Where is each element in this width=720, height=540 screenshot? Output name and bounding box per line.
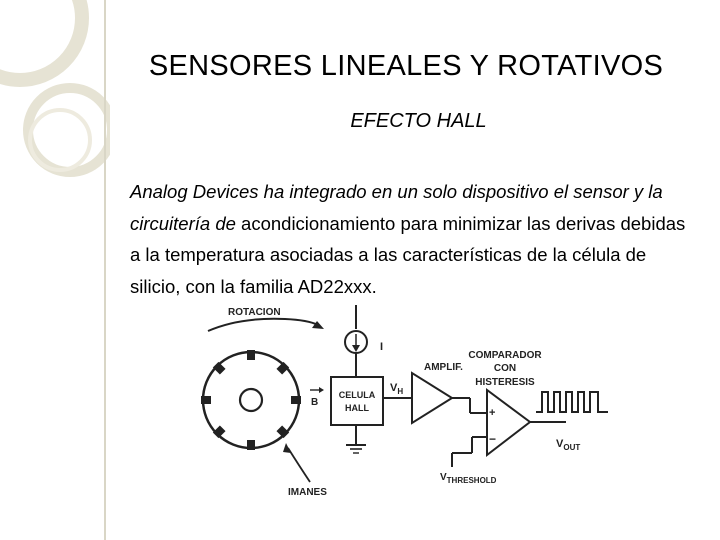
slide-title: SENSORES LINEALES Y ROTATIVOS: [148, 50, 664, 82]
comparator-label-3: HISTERESIS: [475, 377, 535, 388]
rotation-arrow: [208, 319, 318, 331]
vh-label: $V_H$: [390, 382, 404, 396]
rotation-label: ROTACION: [228, 307, 281, 318]
comparator-label-2: CON: [493, 363, 517, 374]
magnet-blocks: [201, 350, 301, 450]
magnets-label: IMANES: [288, 487, 327, 498]
hall-cell-label-2: HALL: [345, 403, 369, 413]
amplifier-triangle: [412, 373, 452, 423]
comparator-label-1: COMPARADOR: [468, 350, 542, 361]
paragraph-text: acondicionamiento para minimizar las derivas debidas a la temperatura asociadas a las características de la célula de silicio, con la familia AD22xxx.: [130, 212, 686, 297]
vout-label: $V_{OUT}$: [556, 438, 581, 452]
minus-sign: −: [489, 432, 497, 446]
threshold-label: $V_{THRESHOLD}$: [440, 472, 497, 485]
rotor-disc: [201, 350, 301, 450]
hall-effect-diagram: [190, 295, 620, 510]
rotation-arrowhead: [312, 321, 324, 329]
plus-sign: +: [489, 407, 496, 419]
hall-cell-label-1: CELULA: [338, 390, 376, 400]
field-label: B: [311, 397, 319, 408]
magnets-pointer: [288, 448, 310, 482]
amplifier-label: AMPLIF.: [424, 362, 463, 373]
current-label: I: [380, 341, 384, 353]
hall-cell-box: [331, 377, 383, 425]
square-wave: [536, 392, 608, 412]
paragraph-italic-text: Analog Devices ha integrado en un solo dispositivo el sensor y la circuitería de: [130, 181, 663, 234]
body-paragraph: [130, 176, 700, 302]
slide-subtitle: EFECTO HALL: [350, 110, 487, 132]
